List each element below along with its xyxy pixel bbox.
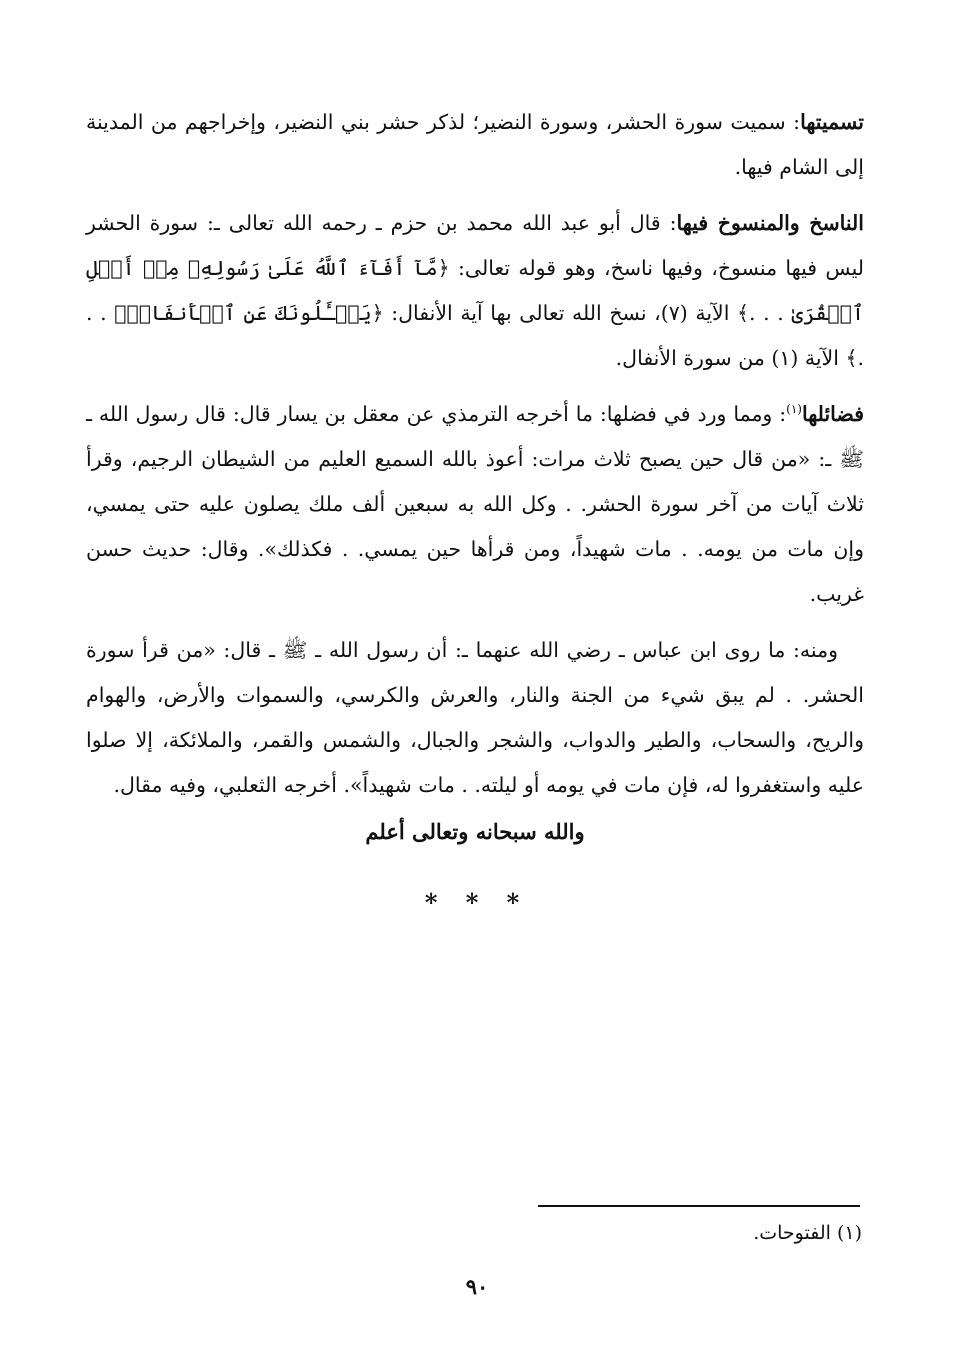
paragraph-naming — [86, 100, 864, 190]
text-virtues: : ومما ورد في فضلها: ما أخرجه الترمذي عن معقل بن يسار قال: قال رسول الله ـ ﷺ ـ: «من قال حين يصبح ثلاث مرات: أعوذ بالله السميع العليم من الشيطان الرجيم، وقرأ ثلاث آيات من آخر سورة الحشر. . وكل الله به سبعين ألف ملك يصلون عليه حتى يمسي، وإن مات من يومه. . مات شهيداً، ومن قرأها حين يمسي. . فكذلك». وقال: حديث حسن غريب. — [86, 402, 864, 606]
footnote-text: (١) الفتوحات. — [753, 1222, 862, 1244]
closing-phrase: والله سبحانه وتعالى أعلم — [365, 819, 585, 844]
heading-abrogation: الناسخ والمنسوخ فيها — [676, 211, 865, 235]
verse-anfal: ﴿يَسۡـَٔلُونَكَ عَنِ ٱلۡأَنفَالِۖ . . .﴾ — [86, 301, 864, 370]
page-number: ٩٠ — [465, 1274, 489, 1299]
paragraph-abrogation — [86, 201, 864, 381]
section-separator: * * * — [424, 888, 530, 917]
text-abrogation-1: : قال أبو عبد الله محمد بن حزم ـ رحمه الله تعالى ـ: سورة الحشر ليس فيها منسوخ، وفيها ناسخ، وهو قوله تعالى: — [86, 211, 864, 280]
text-naming: : سميت سورة الحشر، وسورة النضير؛ لذكر حشر بني النضير، وإخراجهم من المدينة إلى الشام فيها. — [86, 110, 864, 179]
paragraph-virtues — [86, 392, 864, 617]
footnote-divider — [538, 1205, 860, 1207]
heading-virtues: فضائلها — [801, 402, 864, 426]
footnote-reference[interactable]: (١) — [786, 402, 802, 417]
page-body — [86, 100, 864, 844]
paragraph-ibn-abbas — [86, 628, 864, 808]
heading-naming: تسميتها — [800, 110, 864, 134]
verse-fay: ﴿مَّآ أَفَآءَ ٱللَّهُ عَلَىٰ رَسُولِهِۦ مِنۡ أَهۡلِ ٱلۡقُرَىٰ . . .﴾ — [86, 256, 864, 325]
text-abrogation-2: الآية (٧)، نسخ الله تعالى بها آية الأنفال: — [383, 301, 738, 325]
text-abrogation-3: الآية (١) من سورة الأنفال. — [615, 346, 846, 370]
text-ibn-abbas: ومنه: ما روى ابن عباس ـ رضي الله عنهما ـ: أن رسول الله ـ ﷺ ـ قال: «من قرأ سورة الحشر. . لم يبق شيء من الجنة والنار، والعرش والكرسي، والسموات والأرض، والهوام والريح، والسحاب، والطير والدواب، والشجر والجبال، والشمس والقمر، والملائكة، إلا صلوا عليه واستغفروا له، فإن مات في يومه أو ليلته. . مات شهيداً». أخرجه الثعلبي، وفيه مقال. — [86, 638, 864, 797]
